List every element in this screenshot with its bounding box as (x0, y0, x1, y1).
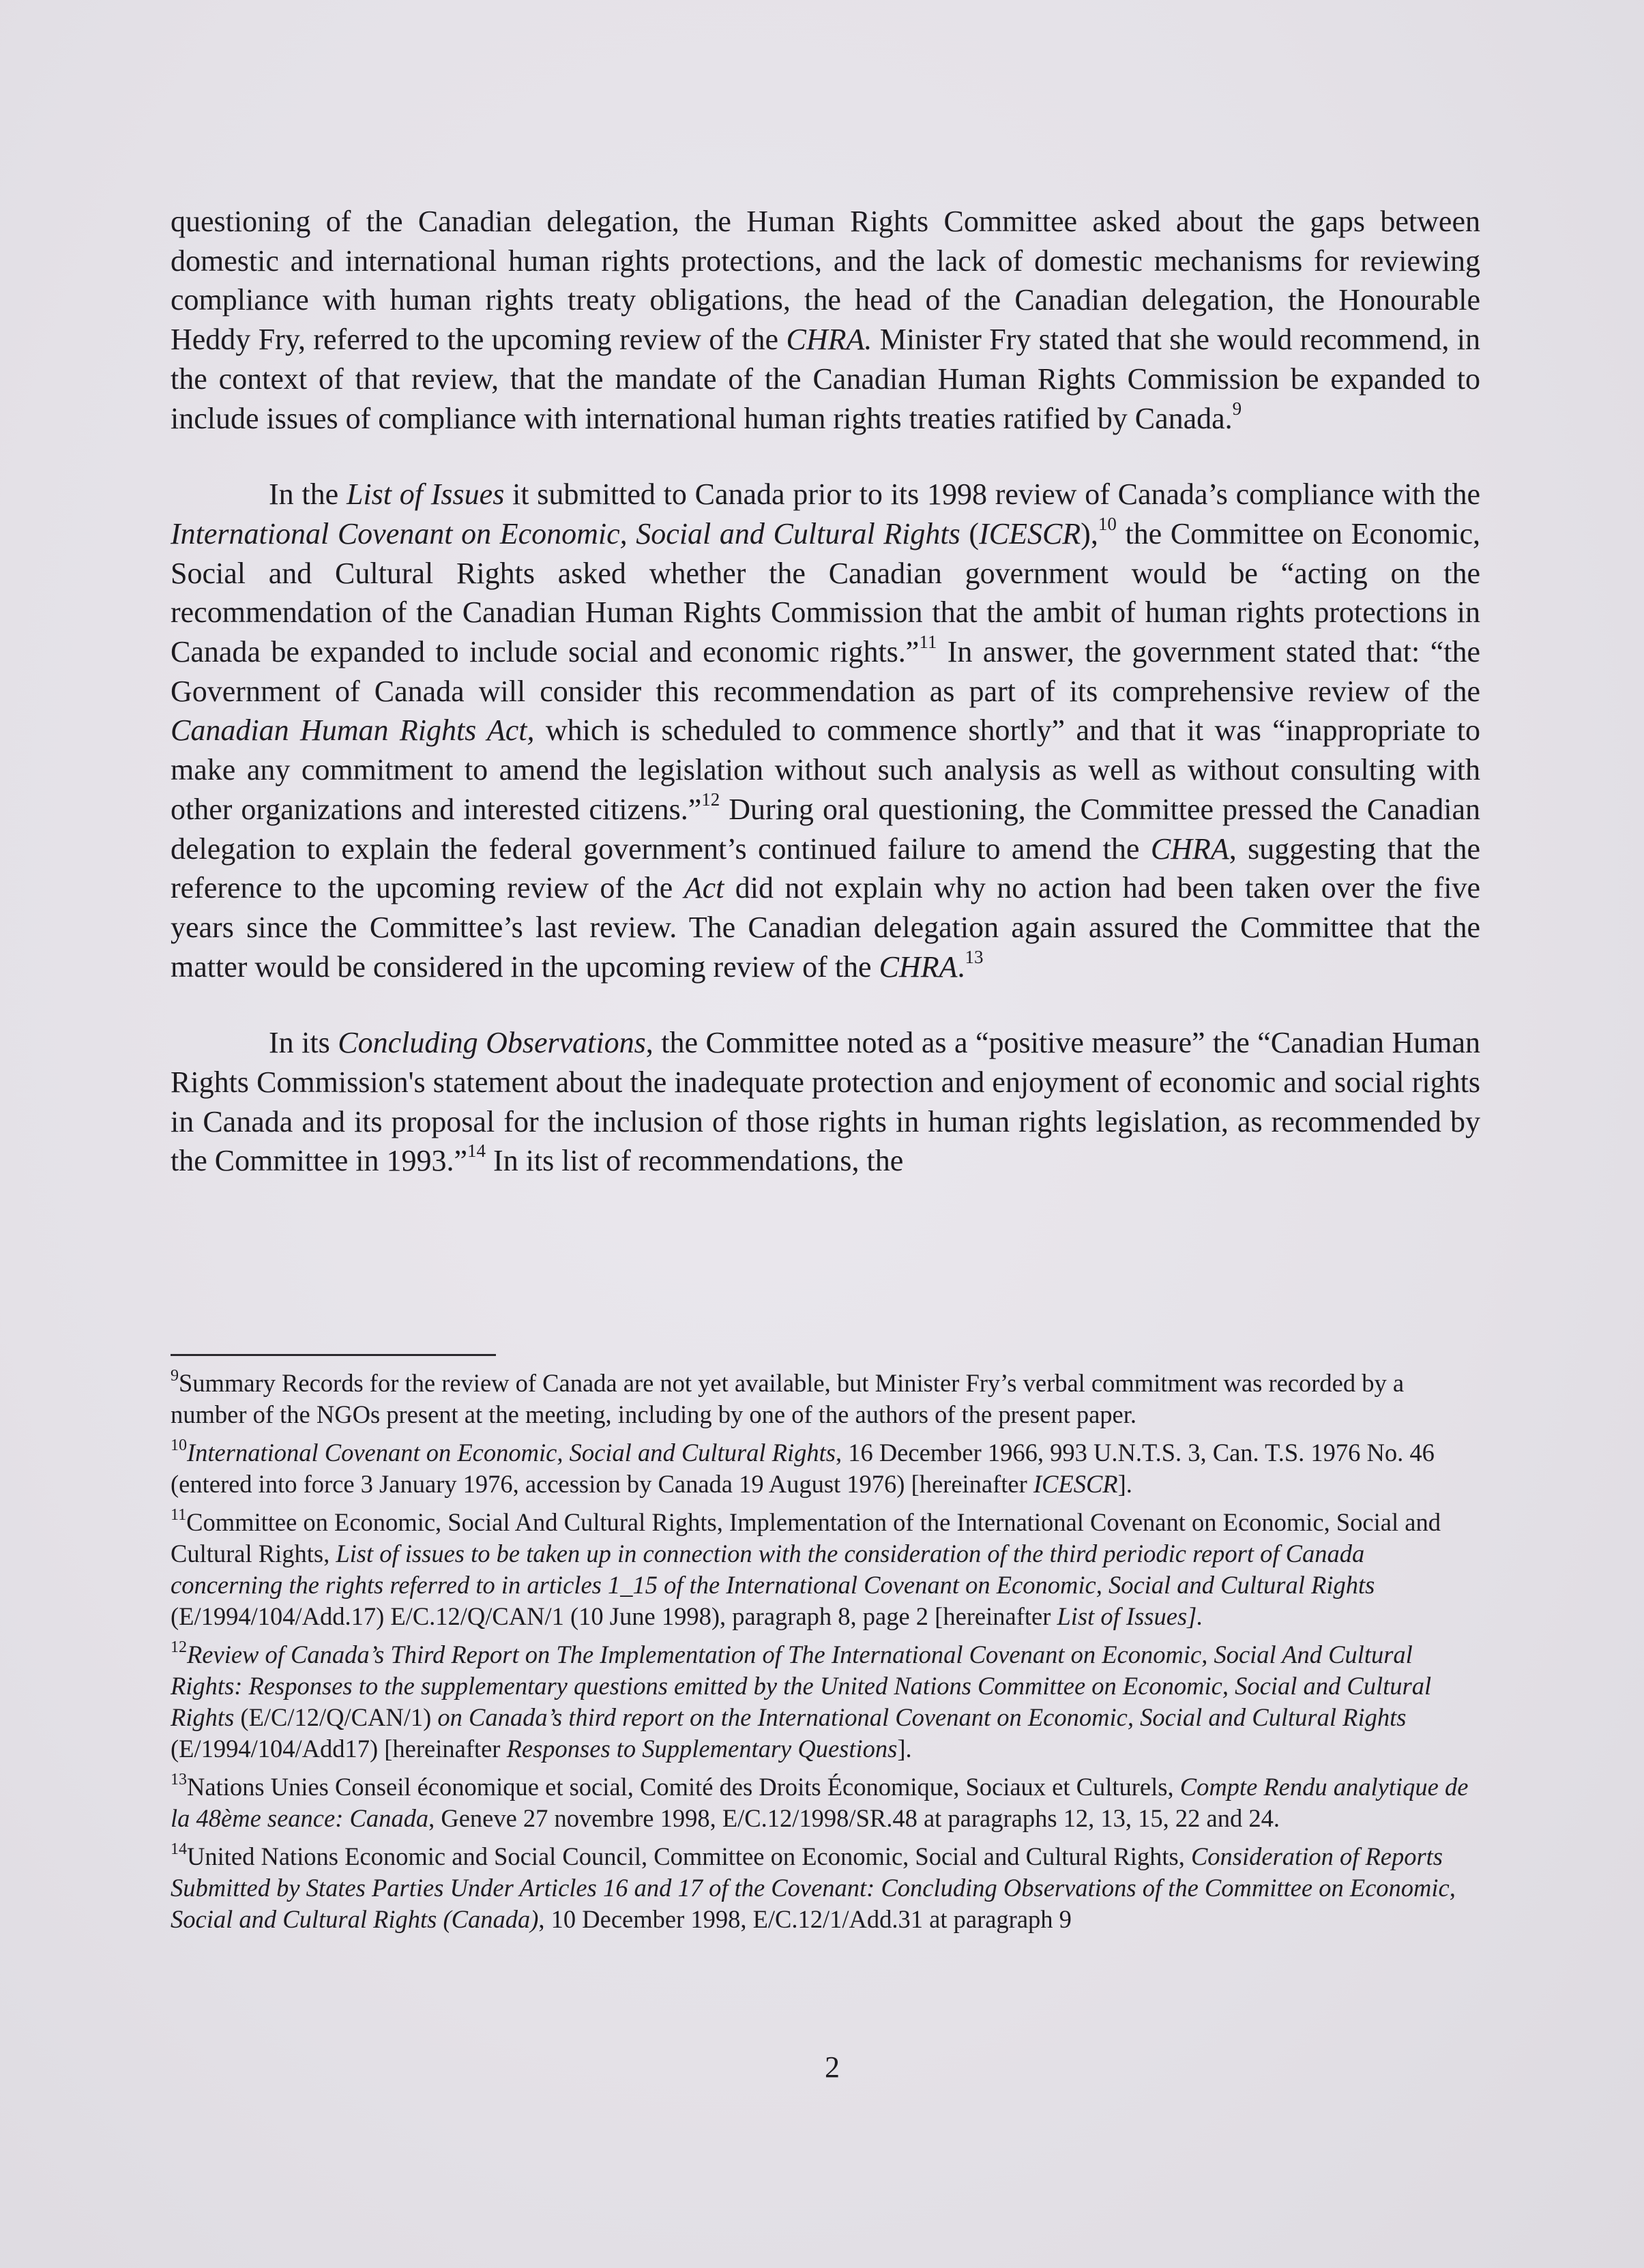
text-run: Committee on Economic, Social And Cultural Rights, Implementation of the International Covenant on Economic, Social and Cultural Rights, (171, 1508, 1441, 1567)
text-run: questioning of the Canadian delegation, the Human Rights Committee asked about the gaps between domestic and international human rights protections, and the lack of domestic mechanisms for reviewing compliance with human rights treaty obligations, the head of the Canadian delegation, the Honourable Heddy Fry, referred to the upcoming review of the (171, 205, 1480, 357)
text-run: , 16 December 1966, 993 U.N.T.S. 3, Can. T.S. 1976 No. 46 (entered into force 3 January 1976, accession by Canada 19 August 1976) [hereinafter (171, 1439, 1435, 1498)
text-run: ]. (897, 1735, 912, 1763)
italic-run: Concluding Observations (338, 1026, 646, 1060)
footnote-number: 10 (171, 1437, 187, 1454)
footnote-number: 11 (171, 1506, 187, 1524)
footnote-number: 12 (171, 1638, 187, 1656)
footnote-13 (171, 1771, 1480, 1834)
text-run: In answer, the government stated that: “the Government of Canada will consider this recommendation as part of its comprehensive review of the (171, 635, 1480, 708)
footnote-9 (171, 1368, 1480, 1430)
italic-run: on Canada’s third report on the International Covenant on Economic, Social and Cultural Rights (437, 1703, 1407, 1731)
italic-run: CHRA (1150, 831, 1229, 866)
text-run: , suggesting that the reference to the upcoming review of the (171, 831, 1480, 905)
text-run: Summary Records for the review of Canada are not yet available, but Minister Fry’s verbal commitment was recorded by a number of the NGOs present at the meeting, including by one of the authors of the present paper. (171, 1369, 1405, 1428)
italic-run: CHRA. (786, 323, 872, 357)
italic-run: CHRA (879, 949, 958, 984)
footnote-11 (171, 1507, 1480, 1632)
footnote-ref-14[interactable]: 14 (467, 1140, 486, 1162)
italic-run: List of Issues (346, 477, 505, 512)
text-run: Nations Unies Conseil économique et social, Comité des Droits Économique, Sociaux et Culturels, (187, 1773, 1180, 1801)
footnote-number: 13 (171, 1771, 187, 1788)
text-run: (E/1994/104/Add.17) E/C.12/Q/CAN/1 (10 June 1998), paragraph 8, page 2 [hereinafter (171, 1602, 1057, 1630)
italic-run: International Covenant on Economic, Social and Cultural Rights (171, 516, 960, 550)
footnote-ref-12[interactable]: 12 (701, 789, 720, 810)
text-run: . (957, 949, 965, 984)
italic-run: ICESCR (1033, 1470, 1118, 1498)
text-run: (E/C/12/Q/CAN/1) (234, 1703, 438, 1731)
italic-run: Consideration of Reports Submitted by States Parties Under Articles 16 and 17 of the Covenant: Concluding Observations of the Committee on Economic, Social and Cultural Rights (Canada) (171, 1842, 1456, 1933)
text-run: In the (269, 477, 347, 512)
text-run: did not explain why no action had been taken over the five years since the Committee’s last review. The Canadian delegation again assured the Committee that the matter would be considered in the upcoming review of the (171, 871, 1481, 984)
italic-run: Act (684, 871, 724, 905)
italic-run: Responses to Supplementary Questions (506, 1735, 898, 1763)
text-run: , 10 December 1998, E/C.12/1/Add.31 at paragraph 9 (538, 1905, 1072, 1933)
italic-run: List of Issues]. (1057, 1602, 1203, 1630)
text-run: In its (269, 1026, 338, 1060)
italic-run: List of issues to be taken up in connection with the consideration of the third periodic report of Canada concerning the rights referred to in articles 1_15 of the International Covenant on Economic, Social and Cultural Rights (171, 1540, 1375, 1599)
text-run: Minister Fry stated that she would recommend, in the context of that review, that the mandate of the Canadian Human Rights Commission be expanded to include issues of compliance with international human rights treaties ratified by Canada. (171, 323, 1481, 435)
italic-run: Review of Canada’s Third Report on The Implementation of The International Covenant on Economic, Social And Cultural Rights: Responses to the supplementary questions emitted by the United Nations Committee on Economic, Social and Cultural Rights (171, 1640, 1432, 1731)
paragraph-1 (171, 202, 1480, 438)
paragraph-2 (171, 475, 1480, 986)
italic-run: Canadian Human Rights Act, (171, 713, 535, 748)
footnotes (171, 1368, 1480, 1942)
text-run: ), (1081, 516, 1098, 550)
text-run: it submitted to Canada prior to its 1998 review of Canada’s compliance with the (504, 477, 1480, 512)
footnote-ref-13[interactable]: 13 (965, 946, 984, 967)
italic-run: Compte Rendu analytique de la 48ème seance: Canada (171, 1773, 1469, 1832)
text-run: , Geneve 27 novembre 1998, E/C.12/1998/SR.48 at paragraphs 12, 13, 15, 22 and 24. (428, 1804, 1280, 1832)
italic-run: International Covenant on Economic, Social and Cultural Rights (187, 1439, 836, 1467)
text-run: which is scheduled to commence shortly” and that it was “inappropriate to make any commitment to amend the legislation without such analysis as well as without consulting with other organizations and interested citizens.” (171, 713, 1480, 826)
footnote-ref-9[interactable]: 9 (1232, 398, 1242, 419)
paragraph-3 (171, 1023, 1480, 1181)
text-run: (E/1994/104/Add17) [hereinafter (171, 1735, 507, 1763)
footnote-ref-11[interactable]: 11 (919, 632, 937, 653)
footnote-number: 14 (171, 1840, 187, 1858)
body-text-column (171, 202, 1480, 1181)
text-run: ]. (1117, 1470, 1132, 1498)
text-run: United Nations Economic and Social Council, Committee on Economic, Social and Cultural Rights, (187, 1842, 1191, 1870)
text-run: ( (960, 516, 980, 550)
text-run: the Committee on Economic, Social and Cultural Rights asked whether the Canadian government would be “acting on the recommendation of the Canadian Human Rights Commission that the ambit of human rights protections in Canada be expanded to include social and economic rights.” (171, 516, 1481, 669)
footnote-number: 9 (171, 1367, 179, 1385)
text-run: During oral questioning, the Committee pressed the Canadian delegation to explain the federal government’s continued failure to amend the (171, 792, 1480, 866)
footnote-separator (171, 1354, 496, 1356)
footnote-ref-10[interactable]: 10 (1098, 513, 1117, 534)
text-run: , the Committee noted as a “positive measure” the “Canadian Human Rights Commission's statement about the inadequate protection and enjoyment of economic and social rights in Canada and its proposal for the inclusion of those rights in human rights legislation, as recommended by the Committee in 1993.” (171, 1026, 1480, 1178)
text-run: In its list of recommendations, the (486, 1144, 904, 1178)
footnote-14 (171, 1841, 1480, 1935)
italic-run: ICESCR (979, 516, 1081, 550)
footnote-10 (171, 1437, 1480, 1500)
page-number: 2 (825, 2050, 840, 2084)
footnote-12 (171, 1639, 1480, 1765)
